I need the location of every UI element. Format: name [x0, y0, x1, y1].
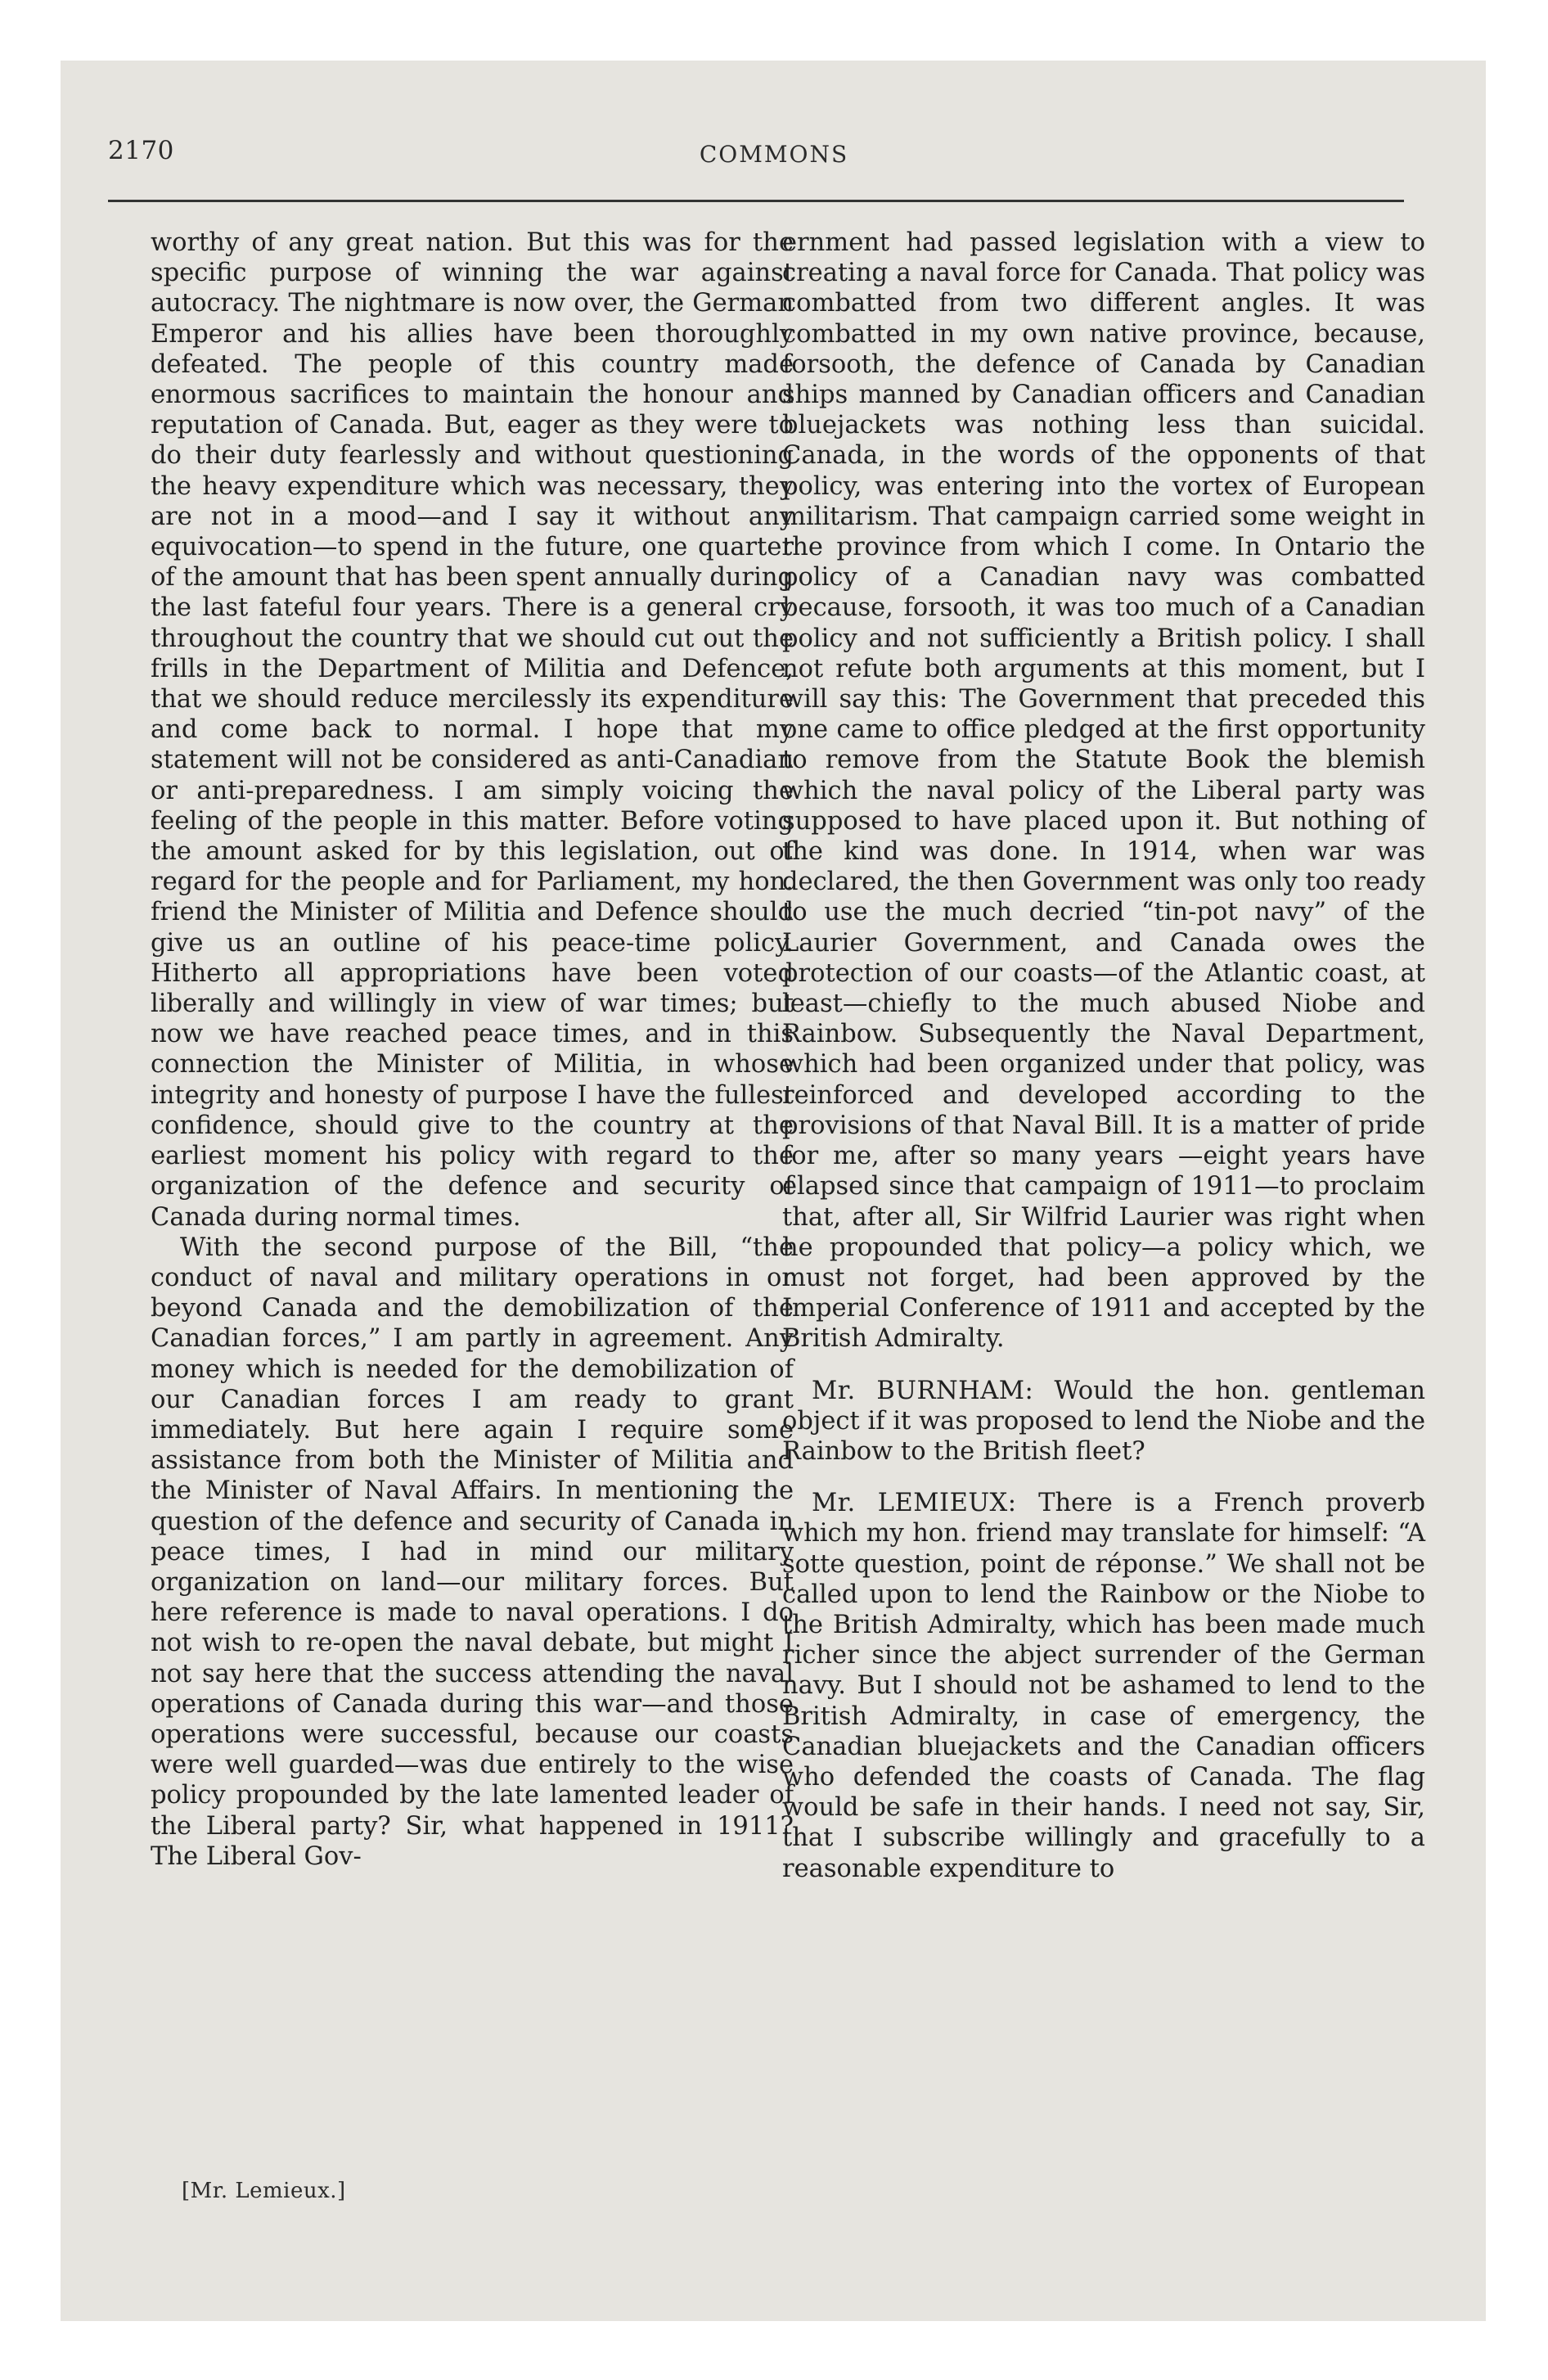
left-column — [151, 228, 794, 1872]
right-column — [782, 228, 1425, 1884]
page-number: 2170 — [108, 136, 174, 165]
burnham-paragraph — [782, 1376, 1425, 1467]
left-paragraph-2: With the second purpose of the Bill, “the conduct of naval and military operations in or beyond Canada and the demobilization of the Canadian forces,” I am partly in agreement. Any money which is needed for the demobilization of our Canadian forces I am ready to grant immediately. But here again I require some assistance from both the Minister of Militia and the Minister of Naval Affairs. In mentioning the question of the defence and security of Canada in peace times, I had in mind our military organization on land—our military forces. But here reference is made to naval operations. I do not wish to re-open the naval debate, but might I not say here that the success attending the naval operations of Canada during this war—and those operations were successful, because our coasts were well guarded—was due entirely to the wise policy propounded by the late lamented leader of the Liberal party? Sir, what happened in 1911? The Liberal Gov- — [151, 1233, 794, 1871]
running-header-title: COMMONS — [699, 141, 849, 168]
speaker-name: Mr. BURNHAM: — [812, 1376, 1034, 1405]
lemieux-paragraph — [782, 1488, 1425, 1884]
left-paragraph-1: worthy of any great nation. But this was for the specific purpose of winning the war against autocracy. The nightmare is now over, the German Emperor and his allies have been thoroughly defeated. The people of this country made enormous sacrifices to maintain the honour and reputation of Canada. But, eager as they were to do their duty fearlessly and without questioning the heavy expenditure which was necessary, they are not in a mood—and I say it without any equivocation—to spend in the future, one quarter of the amount that has been spent annually during the last fateful four years. There is a general cry throughout the country that we should cut out the frills in the Department of Militia and Defence, that we should reduce mercilessly its expenditure and come back to normal. I hope that my statement will not be considered as anti-Canadian or anti-preparedness. I am simply voicing the feeling of the people in this matter. Before voting the amount asked for by this legislation, out of regard for the people and for Parliament, my hon. friend the Minister of Militia and Defence should give us an outline of his peace-time policy. Hitherto all appropriations have been voted liberally and willingly in view of war times; but now we have reached peace times, and in this connection the Minister of Militia, in whose integrity and honesty of purpose I have the fullest confidence, should give to the country at the earliest moment his policy with regard to the organization of the defence and security of Canada during normal times. — [151, 228, 794, 1232]
right-paragraph-1: ernment had passed legislation with a view to creating a naval force for Canada. That policy was combatted from two different angles. It was combatted in my own native province, because, forsooth, the defence of Canada by Canadian ships manned by Canadian officers and Canadian bluejackets was nothing less than suicidal. Canada, in the words of the opponents of that policy, was entering into the vortex of European militarism. That campaign carried some weight in the province from which I come. In Ontario the policy of a Canadian navy was combatted because, forsooth, it was too much of a Canadian policy and not sufficiently a British policy. I shall not refute both arguments at this moment, but I will say this: The Government that preceded this one came to office pledged at the first opportunity to remove from the Statute Book the blemish which the naval policy of the Liberal party was supposed to have placed upon it. But nothing of the kind was done. In 1914, when war was declared, the then Government was only too ready to use the much decried “tin-pot navy” of the Laurier Government, and Canada owes the protection of our coasts—of the Atlantic coast, at least—chiefly to the much abused Niobe and Rainbow. Subsequently the Naval Department, which had been organized under that policy, was reinforced and developed according to the provisions of that Naval Bill. It is a matter of pride for me, after so many years —eight years have elapsed since that campaign of 1911—to proclaim that, after all, Sir Wilfrid Laurier was right when he propounded that policy—a policy which, we must not forget, had been approved by the Imperial Conference of 1911 and accepted by the British Admiralty. — [782, 228, 1425, 1354]
speaker-name: Mr. LEMIEUX: — [812, 1489, 1017, 1518]
burnham-text: Would the hon. gentleman object if it was proposed to lend the Niobe and the Rainbow to the British fleet? — [782, 1376, 1425, 1466]
speaker-attribution: [Mr. Lemieux.] — [182, 2179, 346, 2203]
lemieux-text: There is a French proverb which my hon. friend may translate for himself: “A sotte question, point de réponse.” We shall not be called upon to lend the Rainbow or the Niobe to the British Admiralty, which has been made much richer since the abject surrender of the German navy. But I should not be ashamed to lend to the British Admiralty, in case of emergency, the Canadian bluejackets and the Canadian officers who defended the coasts of Canada. The flag would be safe in their hands. I need not say, Sir, that I subscribe willingly and gracefully to a reasonable expenditure to — [782, 1489, 1425, 1883]
header-rule — [108, 200, 1404, 202]
